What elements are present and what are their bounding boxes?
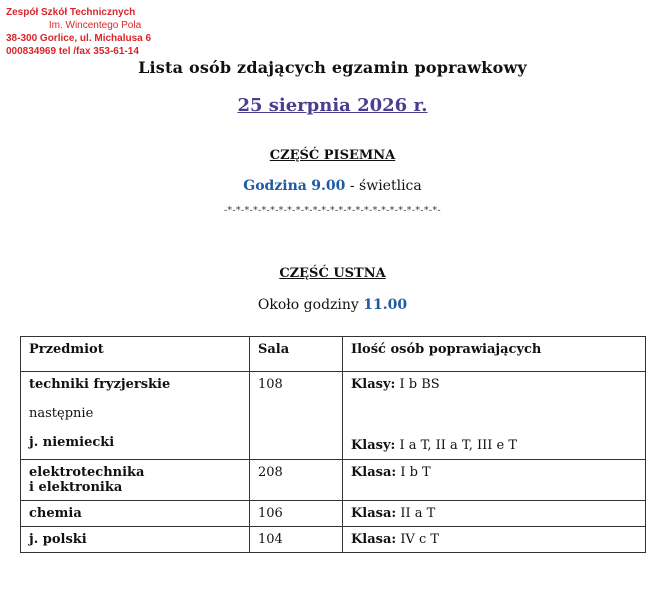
subject-note: następnie <box>29 406 94 421</box>
exam-date: 25 sierpnia 2026 r. <box>237 95 428 116</box>
written-heading: CZĘŚĆ PISEMNA <box>269 148 396 163</box>
cell-room: 108 <box>250 372 343 460</box>
subject-name: j. niemiecki <box>29 435 115 450</box>
written-time-label: Godzina <box>243 178 307 194</box>
cell-subject <box>21 460 250 501</box>
oral-time-label: Około godziny <box>257 297 364 313</box>
table-row <box>21 460 646 501</box>
exam-table <box>20 336 646 553</box>
class-line <box>351 377 637 392</box>
class-label: Klasa: <box>351 465 397 480</box>
header-room: Sala <box>250 337 343 372</box>
oral-heading: CZĘŚĆ USTNA <box>279 266 386 281</box>
cell-classes <box>343 501 646 527</box>
class-label: Klasy: <box>351 438 396 453</box>
written-place: - świetlica <box>345 178 422 194</box>
cell-classes <box>343 527 646 553</box>
header-subject: Przedmiot <box>21 337 250 372</box>
class-value: IV c T <box>396 532 440 547</box>
subject-name-line2: i elektronika <box>29 480 123 495</box>
class-value: II a T <box>396 506 436 521</box>
stamp-line-1: Zespół Szkół Technicznych <box>6 7 136 18</box>
cell-room: 106 <box>250 501 343 527</box>
cell-subject: j. polski <box>21 527 250 553</box>
cell-room: 208 <box>250 460 343 501</box>
class-label: Klasa: <box>351 506 397 521</box>
stamp-line-4: 000834969 tel /fax 353-61-14 <box>6 46 139 57</box>
cell-subject: chemia <box>21 501 250 527</box>
class-value: I b BS <box>395 377 440 392</box>
header-count: Ilość osób poprawiających <box>343 337 646 372</box>
stamp-line-2: Im. Wincentego Pola <box>48 20 142 31</box>
school-stamp <box>6 6 176 58</box>
cell-classes <box>343 460 646 501</box>
cell-subject <box>21 372 250 460</box>
class-value: I b T <box>396 465 431 480</box>
table-header-row <box>21 337 646 372</box>
class-line <box>351 438 637 453</box>
written-time <box>0 178 665 194</box>
written-time-value: 9.00 <box>311 178 346 194</box>
table-row <box>21 372 646 460</box>
oral-time <box>0 297 665 313</box>
class-label: Klasy: <box>351 377 396 392</box>
cell-room: 104 <box>250 527 343 553</box>
class-value: I a T, II a T, III e T <box>395 438 517 453</box>
table-row <box>21 501 646 527</box>
subject-name: techniki fryzjerskie <box>29 377 171 392</box>
document-title: Lista osób zdających egzamin poprawkowy <box>138 58 527 77</box>
separator-line: -*-*-*-*-*-*-*-*-*-*-*-*-*-*-*-*-*-*-*-*-*-*-*-*-*- <box>223 206 442 216</box>
oral-time-value: 11.00 <box>363 297 408 313</box>
stamp-line-3: 38-300 Gorlice, ul. Michalusa 6 <box>6 33 152 44</box>
table-row <box>21 527 646 553</box>
cell-classes <box>343 372 646 460</box>
class-label: Klasa: <box>351 532 397 547</box>
subject-name: elektrotechnika <box>29 465 145 480</box>
